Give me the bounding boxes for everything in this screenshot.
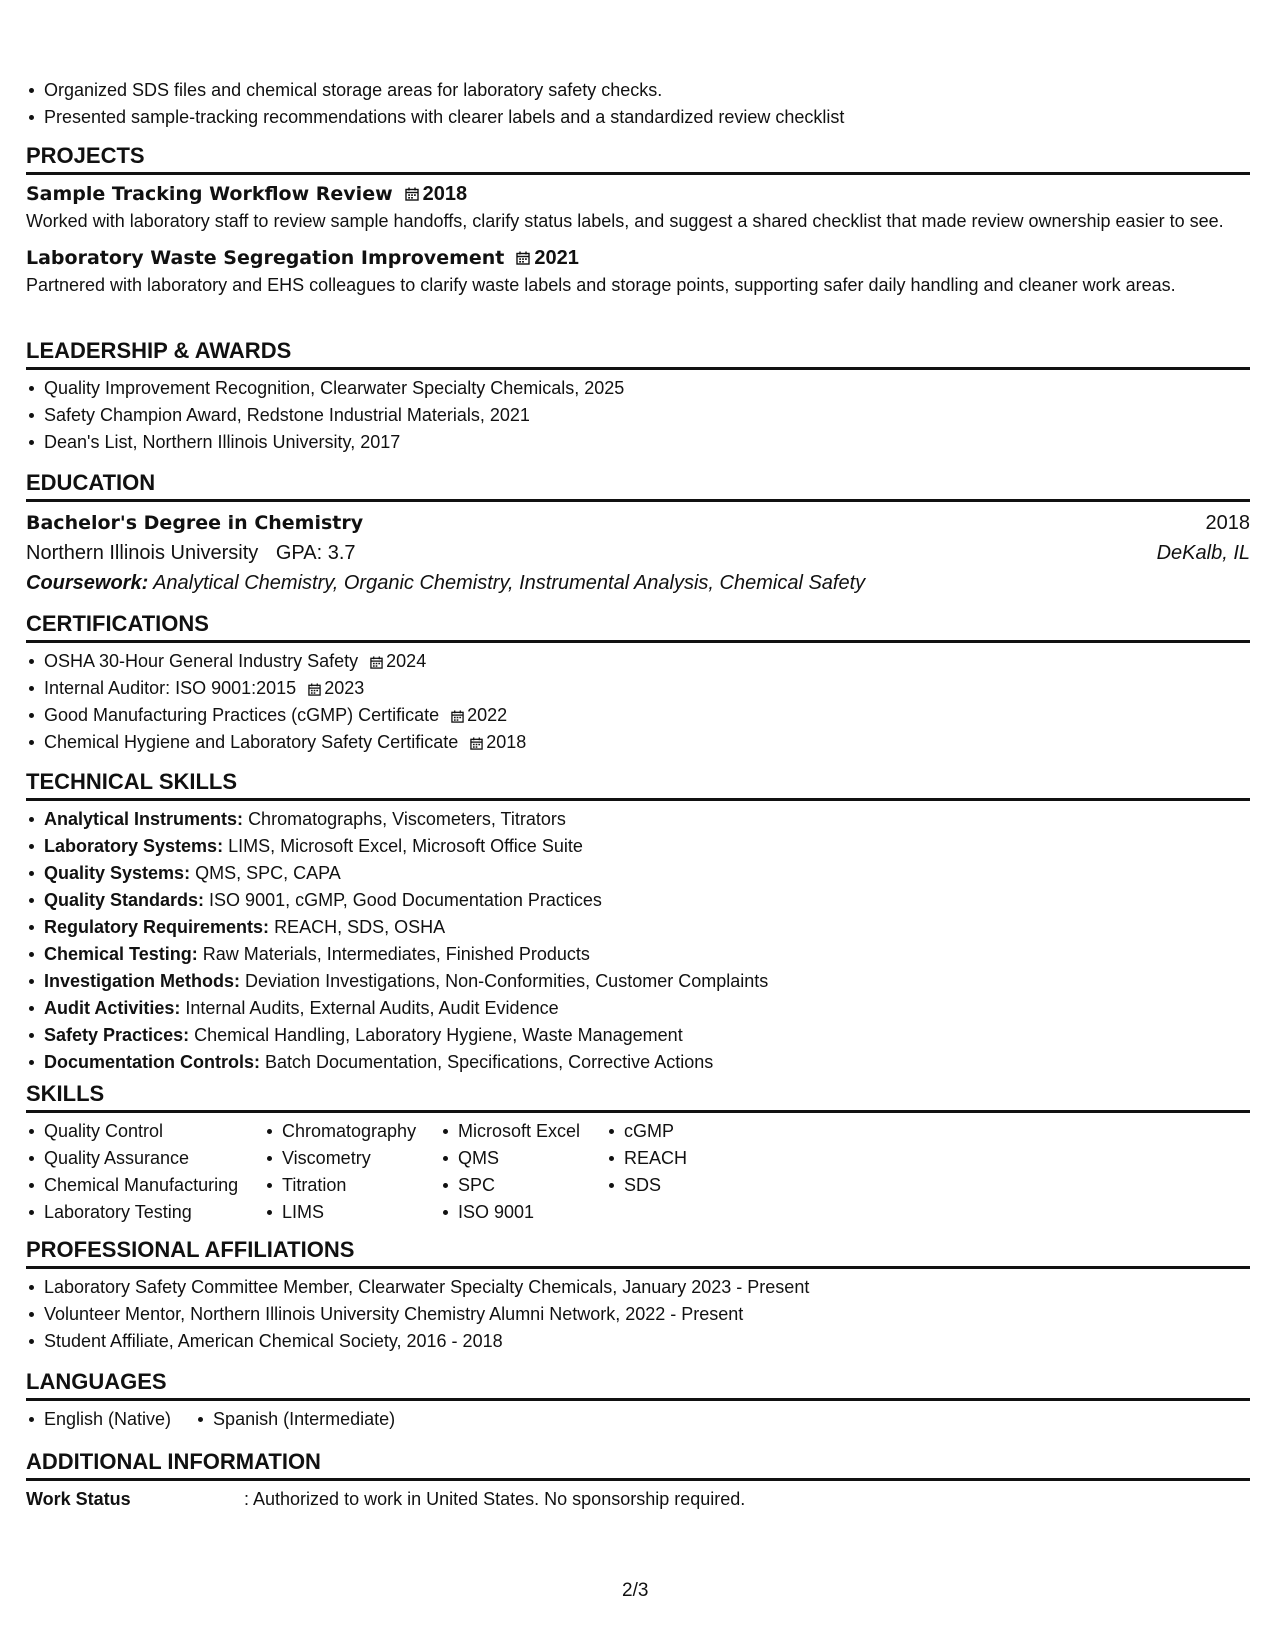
- skill-value: REACH, SDS, OSHA: [274, 917, 446, 937]
- list-item: Volunteer Mentor, Northern Illinois University Chemistry Alumni Network, 2022 - Present: [26, 1304, 1250, 1324]
- cert-year: 2023: [324, 678, 365, 698]
- skill-label: Regulatory Requirements:: [44, 917, 270, 937]
- languages-section: [26, 1369, 1250, 1436]
- skill-value: Raw Materials, Intermediates, Finished Products: [202, 944, 590, 964]
- skill-value: Internal Audits, External Audits, Audit Evidence: [185, 998, 559, 1018]
- calendar-icon: [516, 251, 530, 265]
- skill-value: Chromatographs, Viscometers, Titrators: [248, 809, 566, 829]
- project-title: Sample Tracking Workflow Review: [26, 183, 393, 205]
- list-item: [26, 917, 1250, 937]
- cert-name: Internal Auditor: ISO 9001:2015: [44, 678, 297, 698]
- list-item: Laboratory Testing: [26, 1202, 264, 1222]
- cert-year: 2024: [386, 651, 427, 671]
- project-item: [26, 182, 1250, 233]
- section-heading: LANGUAGES: [26, 1369, 1250, 1401]
- section-heading: PROFESSIONAL AFFILIATIONS: [26, 1237, 1250, 1269]
- calendar-icon: [405, 187, 419, 201]
- skill-label: Documentation Controls:: [44, 1052, 260, 1072]
- list-item: SPC: [440, 1175, 606, 1195]
- work-status-value: : Authorized to work in United States. No sponsorship required.: [244, 1489, 746, 1509]
- degree-title: Bachelor's Degree in Chemistry: [26, 512, 364, 534]
- section-heading: TECHNICAL SKILLS: [26, 769, 1250, 801]
- list-item: Viscometry: [264, 1148, 440, 1168]
- list-item: Chemical Manufacturing: [26, 1175, 264, 1195]
- skill-value: LIMS, Microsoft Excel, Microsoft Office Suite: [228, 836, 583, 856]
- school-location: DeKalb, IL: [1156, 542, 1250, 564]
- list-item: Safety Champion Award, Redstone Industrial Materials, 2021: [26, 405, 1250, 425]
- work-status-label: Work Status: [26, 1489, 131, 1509]
- skill-label: Analytical Instruments:: [44, 809, 244, 829]
- section-heading: CERTIFICATIONS: [26, 611, 1250, 643]
- project-title: Laboratory Waste Segregation Improvement: [26, 247, 505, 269]
- list-item: Quality Assurance: [26, 1148, 264, 1168]
- list-item: [26, 651, 1250, 671]
- calendar-icon: [370, 656, 383, 669]
- experience-bullets: [26, 80, 844, 134]
- list-item: QMS: [440, 1148, 606, 1168]
- list-item: Presented sample-tracking recommendations with clearer labels and a standardized review checklist: [26, 107, 844, 127]
- list-item: [26, 836, 1250, 856]
- project-description: Partnered with laboratory and EHS colleagues to clarify waste labels and storage points, supporting safer daily handling and cleaner work areas.: [26, 275, 1176, 295]
- list-item: Quality Control: [26, 1121, 264, 1141]
- section-heading: LEADERSHIP & AWARDS: [26, 338, 1250, 370]
- leadership-section: [26, 338, 1250, 459]
- skill-label: Chemical Testing:: [44, 944, 198, 964]
- skill-label: Laboratory Systems:: [44, 836, 224, 856]
- list-item: [26, 732, 1250, 752]
- list-item: [26, 705, 1250, 725]
- skill-label: Investigation Methods:: [44, 971, 241, 991]
- cert-name: Good Manufacturing Practices (cGMP) Certificate: [44, 705, 440, 725]
- list-item: Titration: [264, 1175, 440, 1195]
- gpa: GPA: 3.7: [275, 542, 356, 564]
- education-section: [26, 470, 1250, 598]
- calendar-icon: [451, 710, 464, 723]
- technical-skills-section: [26, 769, 1250, 1079]
- list-item: [26, 1052, 1250, 1072]
- cert-year: 2018: [486, 732, 527, 752]
- cert-name: OSHA 30-Hour General Industry Safety: [44, 651, 359, 671]
- calendar-icon: [470, 737, 483, 750]
- skill-label: Safety Practices:: [44, 1025, 190, 1045]
- project-description: Worked with laboratory staff to review sample handoffs, clarify status labels, and suggest a shared checklist that made review ownership easier to see.: [26, 211, 1224, 231]
- list-item: LIMS: [264, 1202, 440, 1222]
- list-item: Dean's List, Northern Illinois University, 2017: [26, 432, 1250, 452]
- list-item: [26, 998, 1250, 1018]
- skills-column: [440, 1121, 606, 1229]
- list-item: Spanish (Intermediate): [195, 1409, 395, 1429]
- section-heading: ADDITIONAL INFORMATION: [26, 1449, 1250, 1481]
- list-item: cGMP: [606, 1121, 746, 1141]
- list-item: Organized SDS files and chemical storage areas for laboratory safety checks.: [26, 80, 844, 100]
- certifications-section: [26, 611, 1250, 759]
- affiliations-section: [26, 1237, 1250, 1358]
- list-item: Quality Improvement Recognition, Clearwater Specialty Chemicals, 2025: [26, 378, 1250, 398]
- skill-value: QMS, SPC, CAPA: [195, 863, 341, 883]
- page-number: 2/3: [622, 1580, 649, 1601]
- list-item: English (Native): [26, 1409, 171, 1429]
- project-year: 2018: [422, 183, 468, 205]
- list-item: [26, 678, 1250, 698]
- calendar-icon: [308, 683, 321, 696]
- list-item: Student Affiliate, American Chemical Society, 2016 - 2018: [26, 1331, 1250, 1351]
- additional-info-section: [26, 1449, 1250, 1510]
- skill-label: Audit Activities:: [44, 998, 181, 1018]
- school-name: Northern Illinois University: [26, 542, 259, 564]
- list-item: [26, 863, 1250, 883]
- skills-column: [264, 1121, 440, 1229]
- section-heading: SKILLS: [26, 1081, 1250, 1113]
- list-item: [26, 944, 1250, 964]
- list-item: Laboratory Safety Committee Member, Clearwater Specialty Chemicals, January 2023 - Present: [26, 1277, 1250, 1297]
- project-item: [26, 246, 1250, 297]
- list-item: ISO 9001: [440, 1202, 606, 1222]
- section-heading: PROJECTS: [26, 143, 1250, 175]
- list-item: [26, 809, 1250, 829]
- skills-column: [606, 1121, 746, 1229]
- list-item: [26, 1025, 1250, 1045]
- skills-section: [26, 1081, 1250, 1229]
- coursework-label: Coursework:: [26, 572, 149, 594]
- skill-label: Quality Standards:: [44, 890, 205, 910]
- cert-year: 2022: [467, 705, 508, 725]
- skill-value: Batch Documentation, Specifications, Corrective Actions: [265, 1052, 714, 1072]
- skill-value: Deviation Investigations, Non-Conformities, Customer Complaints: [245, 971, 769, 991]
- list-item: [26, 971, 1250, 991]
- list-item: SDS: [606, 1175, 746, 1195]
- list-item: REACH: [606, 1148, 746, 1168]
- coursework: Analytical Chemistry, Organic Chemistry, Instrumental Analysis, Chemical Safety: [153, 572, 866, 594]
- projects-section: [26, 143, 1250, 297]
- graduation-year: 2018: [1205, 512, 1250, 534]
- section-heading: EDUCATION: [26, 470, 1250, 502]
- cert-name: Chemical Hygiene and Laboratory Safety Certificate: [44, 732, 459, 752]
- skill-value: Chemical Handling, Laboratory Hygiene, Waste Management: [194, 1025, 683, 1045]
- skill-value: ISO 9001, cGMP, Good Documentation Practices: [209, 890, 602, 910]
- project-year: 2021: [534, 247, 579, 269]
- list-item: [26, 890, 1250, 910]
- list-item: Chromatography: [264, 1121, 440, 1141]
- skills-column: [26, 1121, 264, 1229]
- skill-label: Quality Systems:: [44, 863, 191, 883]
- list-item: Microsoft Excel: [440, 1121, 606, 1141]
